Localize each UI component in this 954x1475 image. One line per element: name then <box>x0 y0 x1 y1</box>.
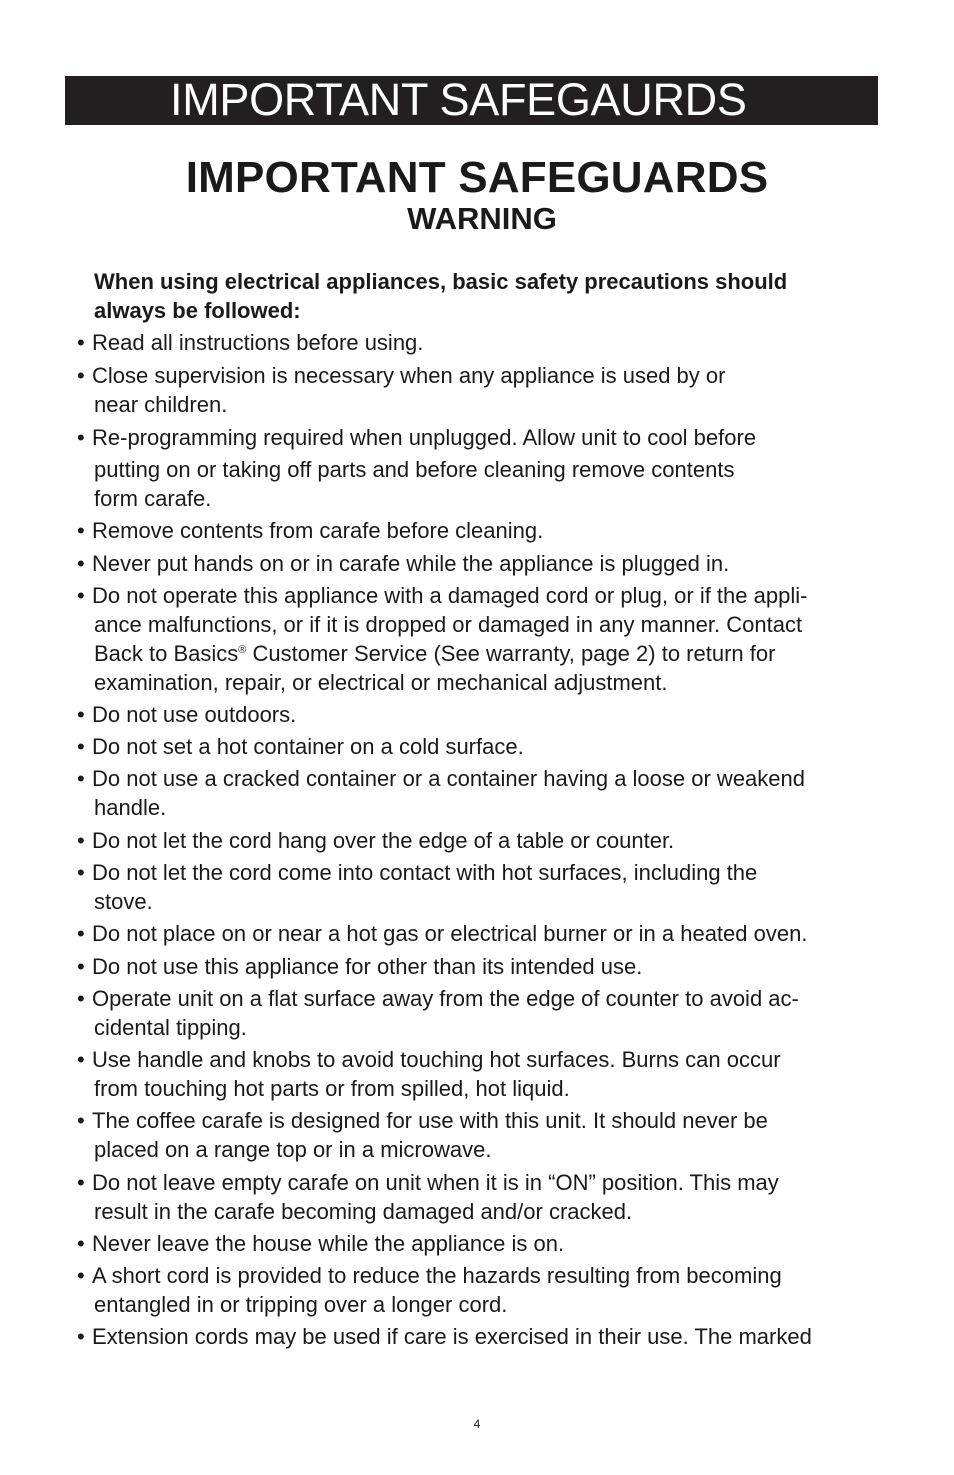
list-item <box>77 952 642 981</box>
item-text: Do not place on or near a hot gas or electrical burner or in a heated oven. <box>92 921 808 946</box>
bullet: • <box>77 986 85 1011</box>
bullet: • <box>77 1263 85 1288</box>
list-item <box>77 361 725 419</box>
item-text: Do not leave empty carafe on unit when it is in “ON” position. This may <box>92 1170 779 1195</box>
list-item <box>77 984 799 1042</box>
item-text: form carafe. <box>94 486 212 511</box>
item-text: ance malfunctions, or if it is dropped or damaged in any manner. Contact <box>94 612 803 637</box>
item-text: examination, repair, or electrical or mechanical adjustment. <box>94 670 668 695</box>
item-text: stove. <box>94 889 153 914</box>
bullet: • <box>77 425 85 450</box>
bullet: • <box>77 734 85 759</box>
item-text: putting on or taking off parts and before cleaning remove contents <box>94 457 735 482</box>
item-text: near children. <box>94 392 228 417</box>
item-text: Read all instructions before using. <box>92 330 424 355</box>
item-text: The coffee carafe is designed for use with this unit. It should never be <box>92 1108 768 1133</box>
list-item <box>77 764 805 822</box>
banner-title: IMPORTANT SAFEGAURDS <box>170 74 747 125</box>
item-text: Operate unit on a flat surface away from the edge of counter to avoid ac- <box>92 986 799 1011</box>
list-item <box>77 732 524 761</box>
list-item <box>77 1106 768 1164</box>
item-text: Do not let the cord come into contact with hot surfaces, including the <box>92 860 758 885</box>
page-title: IMPORTANT SAFEGUARDS <box>185 153 769 202</box>
item-text: Extension cords may be used if care is exercised in their use. The marked <box>92 1324 812 1349</box>
item-text: Do not use this appliance for other than its intended use. <box>92 954 643 979</box>
item-text: Remove contents from carafe before cleaning. <box>92 518 544 543</box>
item-text: Do not use a cracked container or a container having a loose or weakend <box>92 766 805 791</box>
item-text: cidental tipping. <box>94 1015 247 1040</box>
item-text: Close supervision is necessary when any appliance is used by or <box>92 363 726 388</box>
intro-line: When using electrical appliances, basic safety precautions should <box>94 269 788 294</box>
list-item <box>77 700 296 729</box>
intro-paragraph <box>94 267 914 325</box>
bullet: • <box>77 1170 85 1195</box>
header-banner <box>65 76 878 125</box>
item-text: A short cord is provided to reduce the hazards resulting from becoming <box>92 1263 782 1288</box>
bullet: • <box>77 551 85 576</box>
item-text: from touching hot parts or from spilled, hot liquid. <box>94 1076 570 1101</box>
item-text: Never leave the house while the appliance is on. <box>92 1231 565 1256</box>
bullet: • <box>77 921 85 946</box>
bullet: • <box>77 860 85 885</box>
warning-heading: WARNING <box>407 201 557 236</box>
bullet: • <box>77 1324 85 1349</box>
bullet: • <box>77 330 85 355</box>
item-text: Back to Basics <box>94 641 239 666</box>
list-item <box>77 1322 812 1351</box>
bullet: • <box>77 702 85 727</box>
list-item <box>77 826 674 855</box>
list-item <box>77 549 729 578</box>
list-item <box>77 1045 781 1103</box>
item-text: Use handle and knobs to avoid touching hot surfaces. Burns can occur <box>92 1047 781 1072</box>
list-item <box>77 581 807 697</box>
item-text: result in the carafe becoming damaged and/or cracked. <box>94 1199 633 1224</box>
item-text: handle. <box>94 795 167 820</box>
bullet: • <box>77 1231 85 1256</box>
item-text: Customer Service (See warranty, page 2) to return for <box>246 641 776 666</box>
bullet: • <box>77 828 85 853</box>
list-item <box>77 1168 779 1226</box>
list-item <box>77 423 756 513</box>
item-text: Do not let the cord hang over the edge of a table or counter. <box>92 828 675 853</box>
list-item <box>77 1229 564 1258</box>
list-item <box>77 919 807 948</box>
list-item <box>77 1261 782 1319</box>
bullet: • <box>77 766 85 791</box>
item-text: Do not set a hot container on a cold surface. <box>92 734 524 759</box>
list-item <box>77 516 543 545</box>
item-text: placed on a range top or in a microwave. <box>94 1137 492 1162</box>
bullet: • <box>77 1108 85 1133</box>
bullet: • <box>77 363 85 388</box>
registered-mark: ® <box>238 644 247 656</box>
item-text: Do not operate this appliance with a damaged cord or plug, or if the appli- <box>92 583 808 608</box>
list-item <box>77 858 757 916</box>
bullet: • <box>77 583 85 608</box>
item-text: Never put hands on or in carafe while the appliance is plugged in. <box>92 551 730 576</box>
intro-line: always be followed: <box>94 298 301 323</box>
page-number: 4 <box>473 1417 481 1431</box>
item-text: Do not use outdoors. <box>92 702 297 727</box>
item-text: entangled in or tripping over a longer cord. <box>94 1292 508 1317</box>
bullet: • <box>77 1047 85 1072</box>
bullet: • <box>77 518 85 543</box>
list-item <box>77 328 423 357</box>
bullet: • <box>77 954 85 979</box>
item-text: Re-programming required when unplugged. Allow unit to cool before <box>92 425 757 450</box>
